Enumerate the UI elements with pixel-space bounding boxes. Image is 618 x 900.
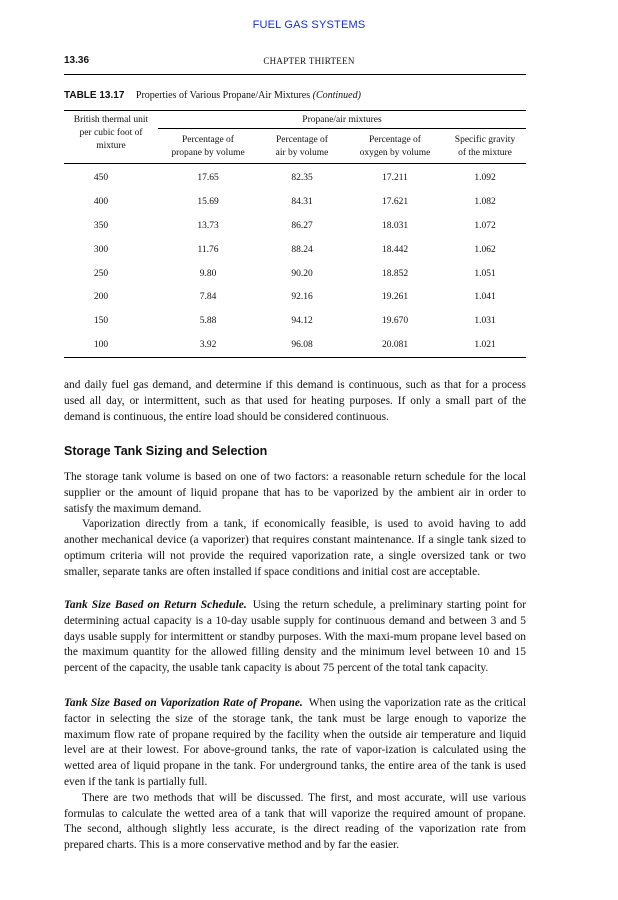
col-header-air: Percentage of air by volume	[258, 129, 346, 164]
table-row: 150 5.88 94.12 19.670 1.031	[93, 316, 496, 327]
table-row: 250 9.80 90.20 18.852 1.051	[93, 268, 496, 279]
storage-paragraph-1: The storage tank volume is based on one of two factors: a reasonable return schedule for the local supplier or the amount of liquid propane that has to be vaporized by the ambient air in order to satisfy the maximum demand.	[64, 471, 526, 515]
section-heading: Storage Tank Sizing and Selection	[64, 444, 268, 458]
intro-paragraph: and daily fuel gas demand, and determine if this demand is continuous, such as that for a process used all day, or intermittent, such as that used for heating purposes. If only a small part of the demand is continuous, the entire load should be considered continuous.	[64, 379, 526, 423]
properties-table	[64, 110, 526, 358]
return-schedule-heading: Tank Size Based on Return Schedule.	[64, 599, 247, 611]
chapter-title: CHAPTER THIRTEEN	[263, 56, 355, 66]
table-row: 200 7.84 92.16 19.261 1.041	[93, 292, 496, 303]
table-row: 400 15.69 84.31 17.621 1.082	[93, 196, 496, 207]
table-title: Properties of Various Propane/Air Mixtures	[135, 90, 311, 101]
return-schedule-paragraph: Tank Size Based on Return Schedule. Using the return schedule, a preliminary starting point for determining actual capacity is a 10-day usable supply for continuous demand and between 3 and 5 days usable supply for intermittent or standby purposes. With the maxi-mum propane level based on the maximum quantity for the allowed filling density and the minimum level between 10 and 15 percent of the capacity, the usable tank capacity is about 75 percent of the total tank capacity.	[64, 599, 526, 675]
group-header: Propane/air mixtures	[158, 111, 526, 129]
table-number: TABLE 13.17	[64, 90, 125, 101]
table-caption	[64, 90, 361, 101]
table-continued: (Continued)	[312, 90, 361, 101]
table-row: 100 3.92 96.08 20.081 1.021	[64, 333, 526, 357]
vaporization-section: Tank Size Based on Vaporization Rate of Propane. When using the vaporization rate as the critical factor in selecting the size of the storage tank, the tank must be large enough to vaporize the maximum flow rate of propane required by the facility when the outside air temperature and liquid level are at their lowest. For above-ground tanks, the rate of vapor-ization is calculated using the wetted area of liquid propane in the tank. For underground tanks, the entire area of the tank is used even if the tank is partially full. There are two methods that will be discussed. The first, and most accurate, will use various formulas to calculate the wetted area of a tank that will vaporize the required amount of propane. The second, although slightly less accurate, is the direct reading of the vaporization rate from prepared charts. This is a more conservative method and by far the easier.	[64, 696, 526, 854]
methods-paragraph: There are two methods that will be discussed. The first, and most accurate, will use various formulas to calculate the wetted area of a tank that will vaporize the required amount of propane. The second, although slightly less accurate, is the direct reading of the vaporization rate from prepared charts. This is a more conservative method and by far the easier.	[64, 791, 526, 852]
header-rule	[64, 74, 526, 75]
col-header-btu: British thermal unit per cubic foot of mixture	[64, 111, 158, 164]
col-header-gravity: Specific gravity of the mixture	[444, 129, 526, 164]
table-row: 450 17.65 82.35 17.211 1.092	[93, 172, 496, 183]
storage-section-body	[64, 470, 526, 581]
table-row: 350 13.73 86.27 18.031 1.072	[93, 220, 496, 231]
table-row: 300 11.76 88.24 18.442 1.062	[93, 244, 496, 255]
storage-paragraph-2: Vaporization directly from a tank, if economically feasible, is used to avoid having to add another mechanical device (a vaporizer) that requires constant maintenance. If a single tank sized to optimum criteria will not provide the required vaporization rate, a single oversized tank or two smaller, separate tanks are often installed if space conditions and initial cost are acceptable.	[64, 518, 526, 578]
vaporization-heading: Tank Size Based on Vaporization Rate of Propane.	[64, 697, 303, 709]
col-header-propane: Percentage of propane by volume	[158, 129, 258, 164]
page-number: 13.36	[64, 55, 90, 66]
running-head: FUEL GAS SYSTEMS	[252, 19, 366, 31]
col-header-oxygen: Percentage of oxygen by volume	[346, 129, 444, 164]
